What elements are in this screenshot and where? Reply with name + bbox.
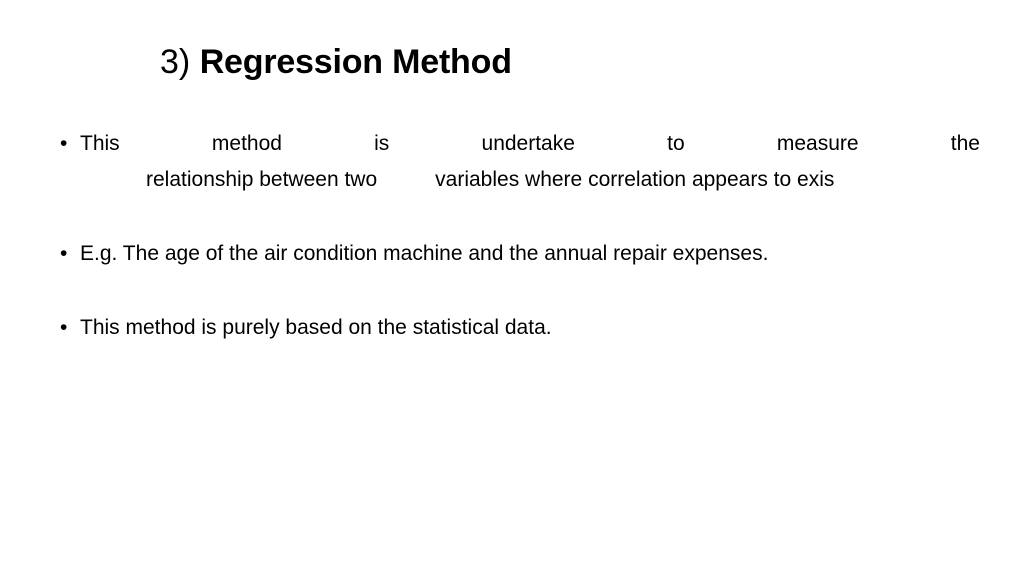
list-item: [56, 310, 1024, 346]
slide-body: [56, 126, 1024, 384]
bullet-1-line-2-part-1: relationship between two: [146, 168, 378, 192]
bullet-1-word-7: the: [950, 132, 980, 155]
bullet-1-line-2: [80, 162, 1024, 198]
bullet-2-text: E.g. The age of the air condition machine and the annual repair expenses.: [80, 242, 769, 266]
bullet-1-word-3: is: [374, 132, 390, 155]
bullet-1-line-1: [80, 126, 980, 162]
bullet-1-word-4: undertake: [481, 132, 575, 155]
bullet-1-line-2-part-2: variables where correlation appears to exis: [435, 168, 835, 192]
bullet-1-line-2-spacer: [377, 162, 435, 198]
list-item: [56, 126, 1024, 198]
page-title: [160, 42, 512, 83]
page-title-number: 3): [160, 43, 191, 81]
bullet-1-word-5: to: [667, 132, 685, 155]
bullet-1-word-6: measure: [776, 132, 859, 155]
page-title-text: Regression Method: [199, 43, 512, 81]
bullet-3-text: This method is purely based on the statistical data.: [80, 316, 552, 340]
bullet-1-word-2: method: [211, 132, 282, 155]
list-item: [56, 236, 1024, 272]
bullet-1-word-1: • This: [80, 132, 120, 155]
